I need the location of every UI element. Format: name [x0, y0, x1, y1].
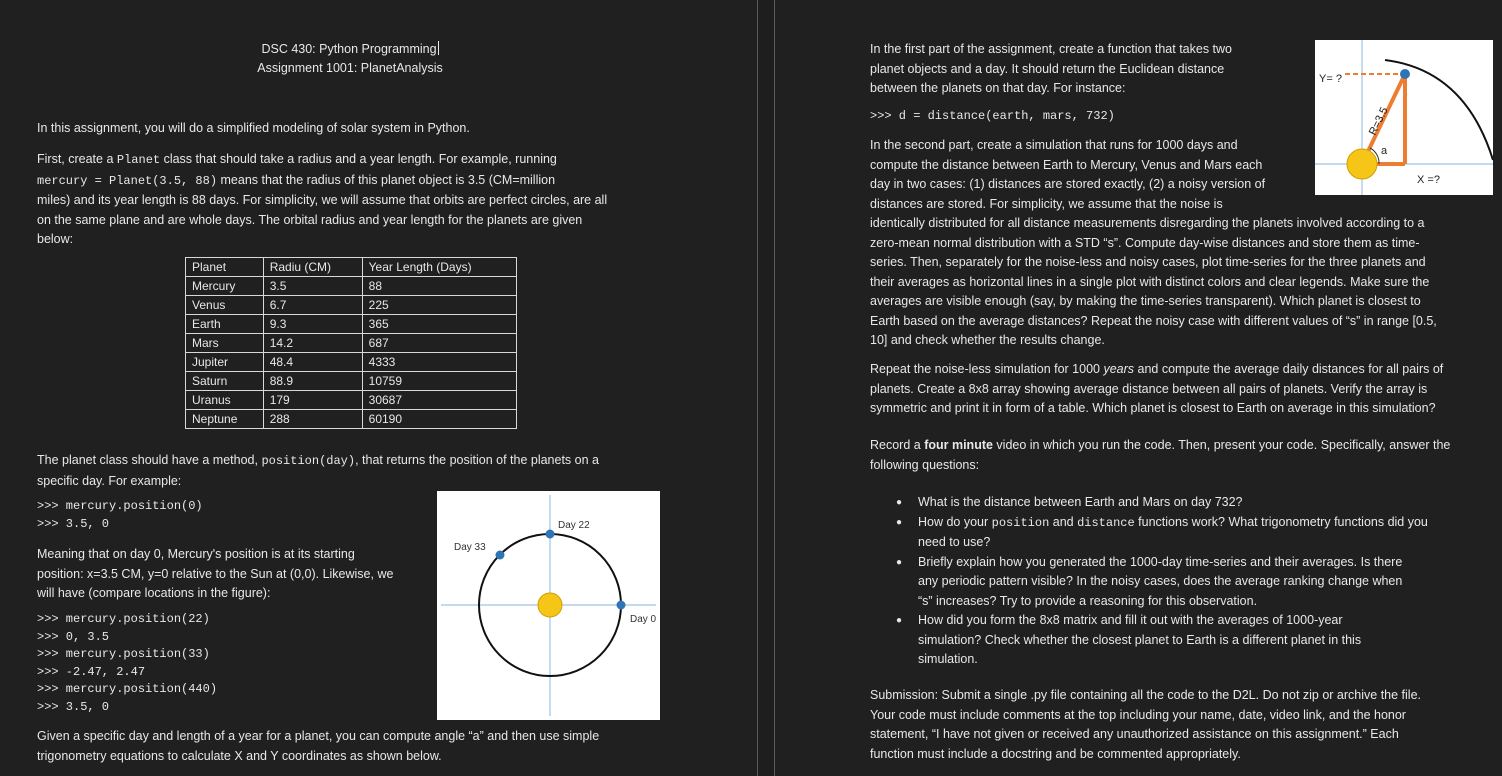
- page-separator: [757, 0, 758, 776]
- planet-day-0: [617, 601, 626, 610]
- simulation-paragraph-top: In the second part, create a simulation that runs for 1000 days and compute the distance between Earth to Mercury, Venus and Mars each day in two cases: (1) distances are stored exactly, (2) a noisy version of distances are stored. For simplicity, we assume that the noise is: [870, 138, 1266, 211]
- x-unknown-label: X =?: [1417, 174, 1440, 186]
- table-header: Year Length (Days): [362, 258, 516, 277]
- table-row: Mercury 3.5 88: [186, 277, 517, 296]
- table-row: Neptune 288 60190: [186, 410, 517, 429]
- table-header-row: [186, 258, 517, 277]
- planet-day-22: [546, 530, 555, 539]
- simulation-paragraph-bottom: identically distributed for all distance measurements disregarding the planets involved according to a zero-mean normal distribution with a STD “s”. Compute day-wise distances and store them as time- series. Then, separately for the noise-less and noisy cases, plot time-series for the three planets and their averages as horizontal lines in a single plot with distinct colors and clear legends. Make sure the averages are visible enough (say, by making the time-series transparent). Which planet is closest to Earth based on the average distances? Repeat the noisy case with different values of “s” in range [0.5, 10] and check whether the results change.: [870, 216, 1437, 347]
- table-row: Uranus 179 30687: [186, 391, 517, 410]
- years-simulation-paragraph: Repeat the noise-less simulation for 1000 years and compute the average daily distances for all pairs of planets. Create a 8x8 array showing average distance between all pairs of planets. Verify the array is symmetric and print it in form of a table. Which planet is closest to Earth on average in this simulation?: [870, 362, 1444, 415]
- document-page-right: [775, 0, 1502, 776]
- distance-paragraph: In the first part of the assignment, create a function that takes two planet objects and a day. It should return the Euclidean distance between the planets on that day. For instance:: [870, 42, 1232, 95]
- planet-table: [185, 257, 517, 429]
- meaning-paragraph: Meaning that on day 0, Mercury's position is at its starting position: x=3.5 CM, y=0 relative to the Sun at (0,0). Likewise, we will have (compare locations in the figure):: [37, 547, 394, 600]
- table-row: Venus 6.7 225: [186, 296, 517, 315]
- label-day-33: Day 33: [454, 542, 486, 553]
- questions-list: [870, 493, 1495, 670]
- label-day-22: Day 22: [558, 520, 590, 531]
- list-item: ● Briefly explain how you generated the 1000-day time-series and their averages. Is there any periodic pattern visible? In the noisy cases, does the average ranking change when “s” increases? Try to provide a reasoning for this observation.: [870, 553, 1495, 612]
- code-example-1: >>> mercury.position(0) >>> 3.5, 0: [37, 499, 203, 531]
- title-line-2: Assignment 1001: PlanetAnalysis: [257, 61, 443, 75]
- angle-label: a: [1381, 145, 1388, 157]
- list-item: ● How did you form the 8x8 matrix and fill it out with the averages of 1000-year simulation? Check whether the closest planet to Earth is a different planet in this simulation.: [870, 611, 1495, 670]
- video-paragraph: Record a four minute video in which you run the code. Then, present your code. Specifically, answer the following questions:: [870, 438, 1451, 472]
- y-unknown-label: Y= ?: [1319, 73, 1342, 85]
- code-example-2: >>> mercury.position(22) >>> 0, 3.5 >>> mercury.position(33) >>> -2.47, 2.47 >>> mercury.position(440) >>> 3.5, 0: [37, 612, 218, 714]
- table-row: Jupiter 48.4 4333: [186, 353, 517, 372]
- sun-icon: [538, 593, 562, 617]
- table-row: Saturn 88.9 10759: [186, 372, 517, 391]
- trig-paragraph: Given a specific day and length of a year for a planet, you can compute angle “a” and then use simple trigonometry equations to calculate X and Y coordinates as shown below.: [37, 729, 600, 763]
- orbit-diagram: [437, 491, 660, 720]
- planet-day-33: [496, 551, 505, 560]
- list-item: ● How do your position and distance functions work? What trigonometry functions did you need to use?: [870, 513, 1495, 553]
- radius-label: R=3.5: [1366, 105, 1391, 138]
- table-header: Radiu (CM): [263, 258, 362, 277]
- table-header: Planet: [186, 258, 264, 277]
- table-row: Earth 9.3 365: [186, 315, 517, 334]
- distance-code: >>> d = distance(earth, mars, 732): [870, 109, 1115, 123]
- trig-figure: [1315, 40, 1493, 195]
- table-row: Mars 14.2 687: [186, 334, 517, 353]
- submission-paragraph: Submission: Submit a single .py file containing all the code to the D2L. Do not zip or archive the file. Your code must include comments at the top including your name, date, video link, and the honor statement, “I have not given or received any unauthorized assistance on this assignment.” Each function must include a docstring and be commented appropriately.: [870, 688, 1421, 761]
- trig-diagram: [1315, 40, 1493, 195]
- list-item: ● What is the distance between Earth and Mars on day 732?: [870, 493, 1495, 513]
- title-line-1: DSC 430: Python Programming: [261, 42, 437, 56]
- planet-class-paragraph: First, create a Planet class that should take a radius and a year length. For example, running mercury = Planet(3.5, 88) means that the radius of this planet object is 3.5 (CM=million miles) and its year length is 88 days. For simplicity, we will assume that orbits are perfect circles, are all on the same plane and are whole days. The orbital radius and year length for the planets are given below:: [37, 152, 608, 246]
- orbit-figure: [437, 491, 660, 720]
- planet-marker: [1400, 69, 1410, 79]
- text-caret: [438, 41, 439, 55]
- label-day-0: Day 0: [630, 614, 657, 625]
- sun-icon: [1347, 149, 1377, 179]
- intro-paragraph: In this assignment, you will do a simplified modeling of solar system in Python.: [37, 121, 470, 135]
- position-method-paragraph: The planet class should have a method, position(day), that returns the position of the planets on a specific day. For example:: [37, 453, 599, 488]
